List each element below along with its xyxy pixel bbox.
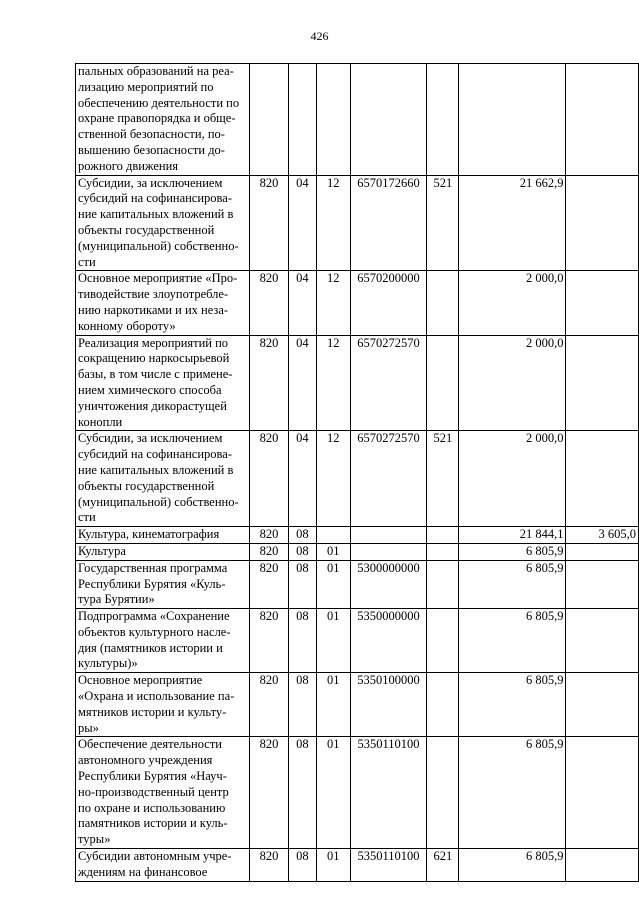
item-name-line: Обеспечение деятельности bbox=[78, 737, 223, 752]
admin-code-cell: 820 bbox=[250, 175, 289, 271]
target-article-cell: 6570172660 bbox=[350, 175, 427, 271]
expense-type-cell: 621 bbox=[427, 849, 459, 882]
target-article-cell: 5300000000 bbox=[350, 560, 427, 608]
expense-type-cell bbox=[427, 609, 459, 673]
table-row bbox=[76, 271, 639, 335]
expense-type-cell bbox=[427, 560, 459, 608]
amount-extra-cell bbox=[566, 64, 639, 176]
item-name-line: ние капитальных вложений в bbox=[78, 462, 234, 477]
item-name-line: объектов культурного насле- bbox=[78, 624, 231, 639]
page-number: 426 bbox=[310, 29, 329, 43]
item-name-line: рожного движения bbox=[78, 158, 179, 173]
item-name-line: субсидий на софинансирова- bbox=[78, 447, 232, 462]
item-name-line: объекты государственной bbox=[78, 222, 215, 237]
item-name-line: тиводействие злоупотребле- bbox=[78, 287, 229, 302]
item-name-line: ние капитальных вложений в bbox=[78, 207, 234, 222]
item-name-cell bbox=[76, 527, 250, 544]
item-name-line: дия (памятников истории и bbox=[78, 640, 223, 655]
item-name-line: лизацию мероприятий по bbox=[78, 79, 214, 94]
item-name-line: охране правопорядка и обще- bbox=[78, 111, 236, 126]
subsection-code-cell: 01 bbox=[316, 543, 350, 560]
table-row bbox=[76, 431, 639, 527]
item-name-line: Республики Бурятия «Куль- bbox=[78, 576, 226, 591]
table-row bbox=[76, 543, 639, 560]
item-name-line: ждениям на финансовое bbox=[78, 864, 208, 879]
item-name-line: пальных образований на реа- bbox=[78, 64, 234, 78]
item-name-line: сокращению наркосырьевой bbox=[78, 351, 230, 366]
table-row bbox=[76, 175, 639, 271]
amount-cell: 6 805,9 bbox=[459, 849, 566, 882]
amount-cell: 2 000,0 bbox=[459, 271, 566, 335]
item-name-line: но-производственный центр bbox=[78, 784, 229, 799]
item-name-line: Государственная программа bbox=[78, 560, 228, 575]
amount-cell: 6 805,9 bbox=[459, 673, 566, 737]
item-name-line: культуры)» bbox=[78, 656, 138, 671]
admin-code-cell: 820 bbox=[250, 673, 289, 737]
admin-code-cell: 820 bbox=[250, 560, 289, 608]
subsection-code-cell: 12 bbox=[316, 335, 350, 431]
table-row bbox=[76, 64, 639, 176]
item-name-cell bbox=[76, 64, 250, 176]
item-name-line: (муниципальной) собственно- bbox=[78, 238, 239, 253]
item-name-line: обеспечению деятельности по bbox=[78, 95, 240, 110]
amount-extra-cell: 3 605,0 bbox=[566, 527, 639, 544]
item-name-line: уничтожения дикорастущей bbox=[78, 398, 227, 413]
admin-code-cell bbox=[250, 64, 289, 176]
admin-code-cell: 820 bbox=[250, 527, 289, 544]
section-code-cell: 04 bbox=[288, 431, 316, 527]
section-code-cell: 08 bbox=[288, 849, 316, 882]
admin-code-cell: 820 bbox=[250, 737, 289, 849]
item-name-cell bbox=[76, 431, 250, 527]
section-code-cell: 08 bbox=[288, 543, 316, 560]
item-name-cell bbox=[76, 175, 250, 271]
amount-cell: 6 805,9 bbox=[459, 609, 566, 673]
amount-cell: 6 805,9 bbox=[459, 543, 566, 560]
item-name-line: Республики Бурятия «Науч- bbox=[78, 769, 227, 784]
item-name-line: по охране и использованию bbox=[78, 800, 226, 815]
amount-extra-cell bbox=[566, 560, 639, 608]
item-name-cell bbox=[76, 560, 250, 608]
target-article-cell: 5350000000 bbox=[350, 609, 427, 673]
item-name-line: конопли bbox=[78, 414, 123, 429]
item-name-cell bbox=[76, 335, 250, 431]
item-name-line: сти bbox=[78, 510, 96, 525]
amount-cell bbox=[459, 64, 566, 176]
item-name-line: «Охрана и использование па- bbox=[78, 689, 235, 704]
item-name-line: мятников истории и культу- bbox=[78, 704, 227, 719]
section-code-cell: 04 bbox=[288, 175, 316, 271]
item-name-line: тура Бурятии» bbox=[78, 592, 155, 607]
item-name-line: нием химического способа bbox=[78, 382, 222, 397]
amount-extra-cell bbox=[566, 175, 639, 271]
amount-extra-cell bbox=[566, 737, 639, 849]
amount-extra-cell bbox=[566, 431, 639, 527]
subsection-code-cell: 12 bbox=[316, 271, 350, 335]
expense-type-cell: 521 bbox=[427, 431, 459, 527]
admin-code-cell: 820 bbox=[250, 543, 289, 560]
amount-extra-cell bbox=[566, 673, 639, 737]
target-article-cell bbox=[350, 64, 427, 176]
table-row bbox=[76, 673, 639, 737]
target-article-cell bbox=[350, 543, 427, 560]
table-body bbox=[76, 64, 639, 882]
item-name-line: автономного учреждения bbox=[78, 753, 213, 768]
item-name-line: Субсидии, за исключением bbox=[78, 431, 223, 446]
expense-type-cell bbox=[427, 527, 459, 544]
item-name-line: ственной безопасности, по- bbox=[78, 127, 225, 142]
expense-type-cell bbox=[427, 271, 459, 335]
section-code-cell: 08 bbox=[288, 737, 316, 849]
amount-cell: 6 805,9 bbox=[459, 737, 566, 849]
item-name-line: Культура bbox=[78, 543, 126, 558]
section-code-cell: 08 bbox=[288, 609, 316, 673]
subsection-code-cell: 12 bbox=[316, 431, 350, 527]
admin-code-cell: 820 bbox=[250, 431, 289, 527]
table-row bbox=[76, 527, 639, 544]
item-name-line: (муниципальной) собственно- bbox=[78, 494, 239, 509]
item-name-line: базы, в том числе с примене- bbox=[78, 367, 233, 382]
admin-code-cell: 820 bbox=[250, 271, 289, 335]
amount-extra-cell bbox=[566, 849, 639, 882]
item-name-cell bbox=[76, 609, 250, 673]
admin-code-cell: 820 bbox=[250, 335, 289, 431]
amount-extra-cell bbox=[566, 335, 639, 431]
amount-extra-cell bbox=[566, 609, 639, 673]
item-name-line: сти bbox=[78, 254, 96, 269]
item-name-line: Культура, кинематография bbox=[78, 527, 220, 542]
amount-extra-cell bbox=[566, 543, 639, 560]
item-name-line: конному обороту» bbox=[78, 318, 176, 333]
subsection-code-cell: 01 bbox=[316, 849, 350, 882]
target-article-cell bbox=[350, 527, 427, 544]
item-name-line: объекты государственной bbox=[78, 478, 215, 493]
expense-type-cell bbox=[427, 673, 459, 737]
expense-type-cell: 521 bbox=[427, 175, 459, 271]
subsection-code-cell: 01 bbox=[316, 673, 350, 737]
amount-extra-cell bbox=[566, 271, 639, 335]
table-row bbox=[76, 609, 639, 673]
target-article-cell: 6570272570 bbox=[350, 431, 427, 527]
item-name-line: Подпрограмма «Сохранение bbox=[78, 609, 230, 624]
admin-code-cell: 820 bbox=[250, 609, 289, 673]
item-name-cell bbox=[76, 673, 250, 737]
amount-cell: 2 000,0 bbox=[459, 335, 566, 431]
item-name-line: вышению безопасности до- bbox=[78, 142, 225, 157]
table-row bbox=[76, 849, 639, 882]
target-article-cell: 6570200000 bbox=[350, 271, 427, 335]
section-code-cell: 08 bbox=[288, 673, 316, 737]
item-name-line: субсидий на софинансирова- bbox=[78, 191, 232, 206]
item-name-line: нию наркотиками и их неза- bbox=[78, 302, 229, 317]
subsection-code-cell bbox=[316, 527, 350, 544]
section-code-cell: 04 bbox=[288, 335, 316, 431]
table-row bbox=[76, 335, 639, 431]
amount-cell: 21 844,1 bbox=[459, 527, 566, 544]
item-name-line: туры» bbox=[78, 832, 111, 847]
subsection-code-cell: 01 bbox=[316, 737, 350, 849]
table-row bbox=[76, 560, 639, 608]
target-article-cell: 5350110100 bbox=[350, 737, 427, 849]
amount-cell: 6 805,9 bbox=[459, 560, 566, 608]
item-name-line: Основное мероприятие «Про- bbox=[78, 271, 238, 286]
expense-type-cell bbox=[427, 335, 459, 431]
section-code-cell bbox=[288, 64, 316, 176]
section-code-cell: 08 bbox=[288, 527, 316, 544]
item-name-line: памятников истории и куль- bbox=[78, 816, 228, 831]
item-name-line: Субсидии, за исключением bbox=[78, 175, 223, 190]
expense-type-cell bbox=[427, 543, 459, 560]
admin-code-cell: 820 bbox=[250, 849, 289, 882]
subsection-code-cell: 12 bbox=[316, 175, 350, 271]
expense-type-cell bbox=[427, 64, 459, 176]
subsection-code-cell: 01 bbox=[316, 609, 350, 673]
table-row bbox=[76, 737, 639, 849]
section-code-cell: 08 bbox=[288, 560, 316, 608]
item-name-line: Субсидии автономным учре- bbox=[78, 849, 232, 864]
subsection-code-cell: 01 bbox=[316, 560, 350, 608]
expense-type-cell bbox=[427, 737, 459, 849]
target-article-cell: 5350110100 bbox=[350, 849, 427, 882]
item-name-cell bbox=[76, 737, 250, 849]
item-name-cell bbox=[76, 271, 250, 335]
item-name-line: Реализация мероприятий по bbox=[78, 335, 229, 350]
amount-cell: 2 000,0 bbox=[459, 431, 566, 527]
section-code-cell: 04 bbox=[288, 271, 316, 335]
subsection-code-cell bbox=[316, 64, 350, 176]
budget-table bbox=[75, 63, 639, 882]
target-article-cell: 6570272570 bbox=[350, 335, 427, 431]
target-article-cell: 5350100000 bbox=[350, 673, 427, 737]
item-name-cell bbox=[76, 543, 250, 560]
item-name-line: Основное мероприятие bbox=[78, 673, 203, 688]
item-name-cell bbox=[76, 849, 250, 882]
amount-cell: 21 662,9 bbox=[459, 175, 566, 271]
item-name-line: ры» bbox=[78, 720, 99, 735]
